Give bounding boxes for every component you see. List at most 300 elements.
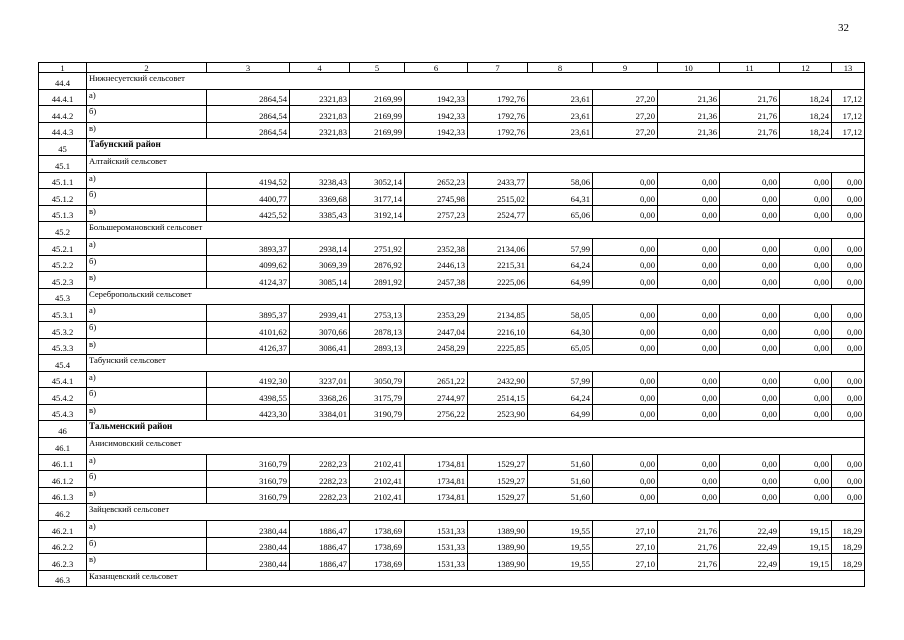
value-cell: 4398,55 (207, 388, 290, 405)
value-cell: 1942,33 (405, 106, 468, 123)
value-cell: 2169,99 (350, 106, 405, 123)
value-cell: 65,06 (528, 205, 593, 222)
table-row (39, 338, 865, 355)
value-cell: 4126,37 (207, 338, 290, 355)
value-cell: 3384,01 (290, 404, 350, 421)
row-code: 45.3.1 (39, 305, 87, 322)
value-cell: 18,24 (780, 122, 832, 139)
value-cell: 18,29 (832, 537, 865, 554)
value-cell: 2215,31 (468, 255, 528, 272)
value-cell: 2282,23 (290, 487, 350, 504)
value-cell: 0,00 (832, 371, 865, 388)
value-cell: 18,29 (832, 521, 865, 538)
value-cell: 0,00 (780, 205, 832, 222)
value-cell: 2651,22 (405, 371, 468, 388)
row-code: 44.4 (39, 73, 87, 90)
value-cell: 1734,81 (405, 471, 468, 488)
value-cell: 1529,27 (468, 471, 528, 488)
column-header: 9 (593, 63, 658, 73)
value-cell: 1529,27 (468, 454, 528, 471)
row-variant: б) (87, 471, 207, 488)
column-header: 5 (350, 63, 405, 73)
value-cell: 1531,33 (405, 537, 468, 554)
value-cell: 0,00 (593, 238, 658, 255)
row-variant: в) (87, 205, 207, 222)
value-cell: 2893,13 (350, 338, 405, 355)
value-cell: 2102,41 (350, 471, 405, 488)
settlement-name: Нижнесуетский сельсовет (87, 73, 865, 90)
value-cell: 2169,99 (350, 89, 405, 106)
settlement-name: Серебропольский сельсовет (87, 288, 865, 305)
value-cell: 2321,83 (290, 106, 350, 123)
value-cell: 22,49 (720, 521, 780, 538)
table-row (39, 122, 865, 139)
value-cell: 0,00 (780, 371, 832, 388)
value-cell: 0,00 (832, 388, 865, 405)
value-cell: 1942,33 (405, 89, 468, 106)
value-cell: 2321,83 (290, 89, 350, 106)
settlement-name: Зайцевский сельсовет (87, 504, 865, 521)
value-cell: 23,61 (528, 106, 593, 123)
value-cell: 1886,47 (290, 554, 350, 571)
column-header: 2 (87, 63, 207, 73)
value-cell: 0,00 (780, 471, 832, 488)
value-cell: 3069,39 (290, 255, 350, 272)
value-cell: 2447,04 (405, 321, 468, 338)
value-cell: 3368,26 (290, 388, 350, 405)
value-cell: 0,00 (832, 255, 865, 272)
value-cell: 0,00 (720, 404, 780, 421)
value-cell: 2102,41 (350, 487, 405, 504)
value-cell: 0,00 (832, 172, 865, 189)
value-cell: 0,00 (720, 487, 780, 504)
value-cell: 2757,23 (405, 205, 468, 222)
value-cell: 0,00 (658, 172, 720, 189)
row-code: 45.3.2 (39, 321, 87, 338)
value-cell: 27,20 (593, 89, 658, 106)
value-cell: 0,00 (658, 404, 720, 421)
value-cell: 0,00 (658, 189, 720, 206)
value-cell: 0,00 (832, 305, 865, 322)
value-cell: 1738,69 (350, 537, 405, 554)
value-cell: 0,00 (658, 454, 720, 471)
row-code: 45.1 (39, 155, 87, 172)
row-code: 45.4.1 (39, 371, 87, 388)
value-cell: 22,49 (720, 537, 780, 554)
value-cell: 19,55 (528, 537, 593, 554)
value-cell: 3085,14 (290, 272, 350, 289)
value-cell: 0,00 (658, 487, 720, 504)
row-variant: в) (87, 338, 207, 355)
value-cell: 2134,85 (468, 305, 528, 322)
value-cell: 0,00 (593, 172, 658, 189)
value-cell: 0,00 (658, 205, 720, 222)
value-cell: 3385,43 (290, 205, 350, 222)
row-variant: а) (87, 238, 207, 255)
column-header-row (39, 63, 865, 73)
value-cell: 0,00 (658, 388, 720, 405)
settlement-name: Казанцевский сельсовет (87, 570, 865, 587)
value-cell: 2458,29 (405, 338, 468, 355)
settlement-row (39, 504, 865, 521)
value-cell: 51,60 (528, 487, 593, 504)
value-cell: 4192,30 (207, 371, 290, 388)
value-cell: 0,00 (720, 371, 780, 388)
value-cell: 2446,13 (405, 255, 468, 272)
value-cell: 2744,97 (405, 388, 468, 405)
tariff-table (38, 62, 865, 587)
district-row (39, 421, 865, 438)
row-code: 44.4.3 (39, 122, 87, 139)
settlement-row (39, 570, 865, 587)
value-cell: 0,00 (780, 454, 832, 471)
value-cell: 0,00 (658, 255, 720, 272)
value-cell: 0,00 (593, 454, 658, 471)
row-variant: в) (87, 122, 207, 139)
column-header: 8 (528, 63, 593, 73)
row-variant: б) (87, 106, 207, 123)
value-cell: 4400,77 (207, 189, 290, 206)
value-cell: 0,00 (832, 454, 865, 471)
row-code: 46 (39, 421, 87, 438)
row-code: 45 (39, 139, 87, 156)
row-code: 45.1.1 (39, 172, 87, 189)
table-row (39, 471, 865, 488)
value-cell: 1942,33 (405, 122, 468, 139)
table-row (39, 388, 865, 405)
value-cell: 0,00 (720, 255, 780, 272)
value-cell: 2524,77 (468, 205, 528, 222)
row-code: 45.4 (39, 355, 87, 372)
row-variant: б) (87, 388, 207, 405)
value-cell: 0,00 (720, 189, 780, 206)
value-cell: 0,00 (832, 205, 865, 222)
settlement-name: Анисимовский сельсовет (87, 438, 865, 455)
value-cell: 3160,79 (207, 487, 290, 504)
value-cell: 0,00 (720, 272, 780, 289)
column-header: 10 (658, 63, 720, 73)
row-code: 46.1.3 (39, 487, 87, 504)
value-cell: 0,00 (658, 305, 720, 322)
table-row (39, 172, 865, 189)
value-cell: 21,36 (658, 106, 720, 123)
table-row (39, 305, 865, 322)
value-cell: 64,31 (528, 189, 593, 206)
row-code: 46.2 (39, 504, 87, 521)
row-code: 45.3 (39, 288, 87, 305)
value-cell: 21,36 (658, 122, 720, 139)
value-cell: 0,00 (593, 321, 658, 338)
row-code: 46.2.3 (39, 554, 87, 571)
value-cell: 4194,52 (207, 172, 290, 189)
value-cell: 65,05 (528, 338, 593, 355)
value-cell: 0,00 (593, 205, 658, 222)
value-cell: 22,49 (720, 554, 780, 571)
value-cell: 0,00 (832, 238, 865, 255)
row-code: 45.4.2 (39, 388, 87, 405)
row-variant: а) (87, 305, 207, 322)
value-cell: 21,76 (720, 106, 780, 123)
value-cell: 64,24 (528, 388, 593, 405)
value-cell: 2891,92 (350, 272, 405, 289)
table-row (39, 371, 865, 388)
value-cell: 19,15 (780, 521, 832, 538)
row-code: 45.3.3 (39, 338, 87, 355)
settlement-row (39, 355, 865, 372)
value-cell: 2864,54 (207, 106, 290, 123)
row-code: 45.1.3 (39, 205, 87, 222)
row-variant: б) (87, 537, 207, 554)
value-cell: 19,55 (528, 521, 593, 538)
value-cell: 2745,98 (405, 189, 468, 206)
value-cell: 0,00 (720, 172, 780, 189)
value-cell: 3190,79 (350, 404, 405, 421)
row-variant: а) (87, 521, 207, 538)
row-code: 45.2.1 (39, 238, 87, 255)
row-variant: в) (87, 404, 207, 421)
value-cell: 0,00 (593, 272, 658, 289)
value-cell: 3160,79 (207, 454, 290, 471)
value-cell: 0,00 (720, 321, 780, 338)
value-cell: 0,00 (780, 305, 832, 322)
value-cell: 3052,14 (350, 172, 405, 189)
value-cell: 1738,69 (350, 554, 405, 571)
column-header: 3 (207, 63, 290, 73)
value-cell: 2102,41 (350, 454, 405, 471)
value-cell: 0,00 (593, 305, 658, 322)
table-row (39, 89, 865, 106)
value-cell: 0,00 (720, 338, 780, 355)
value-cell: 3893,37 (207, 238, 290, 255)
value-cell: 3192,14 (350, 205, 405, 222)
column-header: 4 (290, 63, 350, 73)
row-variant: а) (87, 172, 207, 189)
value-cell: 2225,06 (468, 272, 528, 289)
value-cell: 0,00 (658, 238, 720, 255)
settlement-name: Большеромановский сельсовет (87, 222, 865, 239)
row-variant: б) (87, 189, 207, 206)
value-cell: 0,00 (593, 255, 658, 272)
value-cell: 19,55 (528, 554, 593, 571)
value-cell: 0,00 (658, 272, 720, 289)
value-cell: 3160,79 (207, 471, 290, 488)
value-cell: 4423,30 (207, 404, 290, 421)
value-cell: 2652,23 (405, 172, 468, 189)
value-cell: 17,12 (832, 122, 865, 139)
value-cell: 0,00 (593, 388, 658, 405)
settlement-row (39, 288, 865, 305)
value-cell: 3177,14 (350, 189, 405, 206)
table-row (39, 321, 865, 338)
value-cell: 0,00 (720, 305, 780, 322)
value-cell: 0,00 (780, 238, 832, 255)
value-cell: 1389,90 (468, 554, 528, 571)
column-header: 11 (720, 63, 780, 73)
column-header: 13 (832, 63, 865, 73)
settlement-row (39, 155, 865, 172)
table-row (39, 205, 865, 222)
value-cell: 1531,33 (405, 554, 468, 571)
value-cell: 0,00 (780, 272, 832, 289)
table-row (39, 454, 865, 471)
value-cell: 0,00 (832, 321, 865, 338)
value-cell: 17,12 (832, 106, 865, 123)
value-cell: 3175,79 (350, 388, 405, 405)
value-cell: 0,00 (832, 189, 865, 206)
value-cell: 2864,54 (207, 89, 290, 106)
value-cell: 0,00 (593, 338, 658, 355)
value-cell: 2433,77 (468, 172, 528, 189)
table-row (39, 554, 865, 571)
value-cell: 2878,13 (350, 321, 405, 338)
table-row (39, 404, 865, 421)
value-cell: 19,15 (780, 537, 832, 554)
value-cell: 2457,38 (405, 272, 468, 289)
row-code: 45.2 (39, 222, 87, 239)
row-variant: в) (87, 554, 207, 571)
settlement-name: Алтайский сельсовет (87, 155, 865, 172)
value-cell: 2876,92 (350, 255, 405, 272)
value-cell: 2751,92 (350, 238, 405, 255)
value-cell: 27,20 (593, 122, 658, 139)
settlement-row (39, 222, 865, 239)
value-cell: 64,24 (528, 255, 593, 272)
row-variant: а) (87, 454, 207, 471)
value-cell: 18,24 (780, 89, 832, 106)
value-cell: 3086,41 (290, 338, 350, 355)
district-name: Табунский район (87, 139, 865, 156)
row-code: 45.2.3 (39, 272, 87, 289)
table-row (39, 487, 865, 504)
value-cell: 18,24 (780, 106, 832, 123)
district-name: Тальменский район (87, 421, 865, 438)
value-cell: 2169,99 (350, 122, 405, 139)
value-cell: 2380,44 (207, 554, 290, 571)
value-cell: 1886,47 (290, 521, 350, 538)
row-code: 46.2.1 (39, 521, 87, 538)
value-cell: 18,29 (832, 554, 865, 571)
value-cell: 0,00 (658, 321, 720, 338)
column-header: 12 (780, 63, 832, 73)
value-cell: 51,60 (528, 454, 593, 471)
value-cell: 0,00 (720, 238, 780, 255)
row-code: 45.4.3 (39, 404, 87, 421)
value-cell: 21,76 (658, 537, 720, 554)
value-cell: 0,00 (720, 454, 780, 471)
row-code: 45.1.2 (39, 189, 87, 206)
value-cell: 0,00 (593, 189, 658, 206)
value-cell: 2515,02 (468, 189, 528, 206)
value-cell: 0,00 (658, 338, 720, 355)
row-variant: б) (87, 255, 207, 272)
value-cell: 21,76 (720, 89, 780, 106)
value-cell: 0,00 (593, 404, 658, 421)
value-cell: 0,00 (593, 471, 658, 488)
value-cell: 1531,33 (405, 521, 468, 538)
value-cell: 0,00 (780, 404, 832, 421)
row-variant: б) (87, 321, 207, 338)
value-cell: 27,10 (593, 537, 658, 554)
value-cell: 2756,22 (405, 404, 468, 421)
column-header: 1 (39, 63, 87, 73)
value-cell: 0,00 (658, 371, 720, 388)
value-cell: 57,99 (528, 371, 593, 388)
table-row (39, 272, 865, 289)
table-row (39, 537, 865, 554)
value-cell: 21,76 (720, 122, 780, 139)
settlement-name: Табунский сельсовет (87, 355, 865, 372)
row-code: 46.1 (39, 438, 87, 455)
row-code: 44.4.1 (39, 89, 87, 106)
value-cell: 2321,83 (290, 122, 350, 139)
value-cell: 0,00 (832, 272, 865, 289)
page-number: 32 (838, 22, 849, 34)
value-cell: 21,36 (658, 89, 720, 106)
value-cell: 4425,52 (207, 205, 290, 222)
value-cell: 1389,90 (468, 537, 528, 554)
row-variant: а) (87, 371, 207, 388)
value-cell: 0,00 (832, 404, 865, 421)
value-cell: 4124,37 (207, 272, 290, 289)
row-code: 46.3 (39, 570, 87, 587)
value-cell: 23,61 (528, 89, 593, 106)
value-cell: 2864,54 (207, 122, 290, 139)
value-cell: 0,00 (593, 371, 658, 388)
value-cell: 27,20 (593, 106, 658, 123)
value-cell: 0,00 (780, 388, 832, 405)
value-cell: 51,60 (528, 471, 593, 488)
value-cell: 2352,38 (405, 238, 468, 255)
value-cell: 64,99 (528, 272, 593, 289)
value-cell: 2938,14 (290, 238, 350, 255)
value-cell: 21,76 (658, 521, 720, 538)
value-cell: 3238,43 (290, 172, 350, 189)
value-cell: 58,05 (528, 305, 593, 322)
value-cell: 2216,10 (468, 321, 528, 338)
value-cell: 1792,76 (468, 122, 528, 139)
value-cell: 4101,62 (207, 321, 290, 338)
value-cell: 27,10 (593, 554, 658, 571)
value-cell: 1738,69 (350, 521, 405, 538)
value-cell: 64,30 (528, 321, 593, 338)
value-cell: 0,00 (780, 255, 832, 272)
table-row (39, 521, 865, 538)
value-cell: 2380,44 (207, 537, 290, 554)
value-cell: 64,99 (528, 404, 593, 421)
value-cell: 17,12 (832, 89, 865, 106)
value-cell: 2134,06 (468, 238, 528, 255)
value-cell: 0,00 (780, 487, 832, 504)
table-row (39, 106, 865, 123)
value-cell: 58,06 (528, 172, 593, 189)
value-cell: 0,00 (658, 471, 720, 488)
value-cell: 0,00 (593, 487, 658, 504)
value-cell: 1734,81 (405, 487, 468, 504)
value-cell: 3237,01 (290, 371, 350, 388)
value-cell: 27,10 (593, 521, 658, 538)
row-code: 46.2.2 (39, 537, 87, 554)
value-cell: 0,00 (832, 338, 865, 355)
column-header: 7 (468, 63, 528, 73)
row-variant: а) (87, 89, 207, 106)
column-header: 6 (405, 63, 468, 73)
table-body (39, 63, 865, 587)
value-cell: 2225,85 (468, 338, 528, 355)
row-code: 46.1.2 (39, 471, 87, 488)
value-cell: 2523,90 (468, 404, 528, 421)
value-cell: 1792,76 (468, 106, 528, 123)
value-cell: 2282,23 (290, 454, 350, 471)
